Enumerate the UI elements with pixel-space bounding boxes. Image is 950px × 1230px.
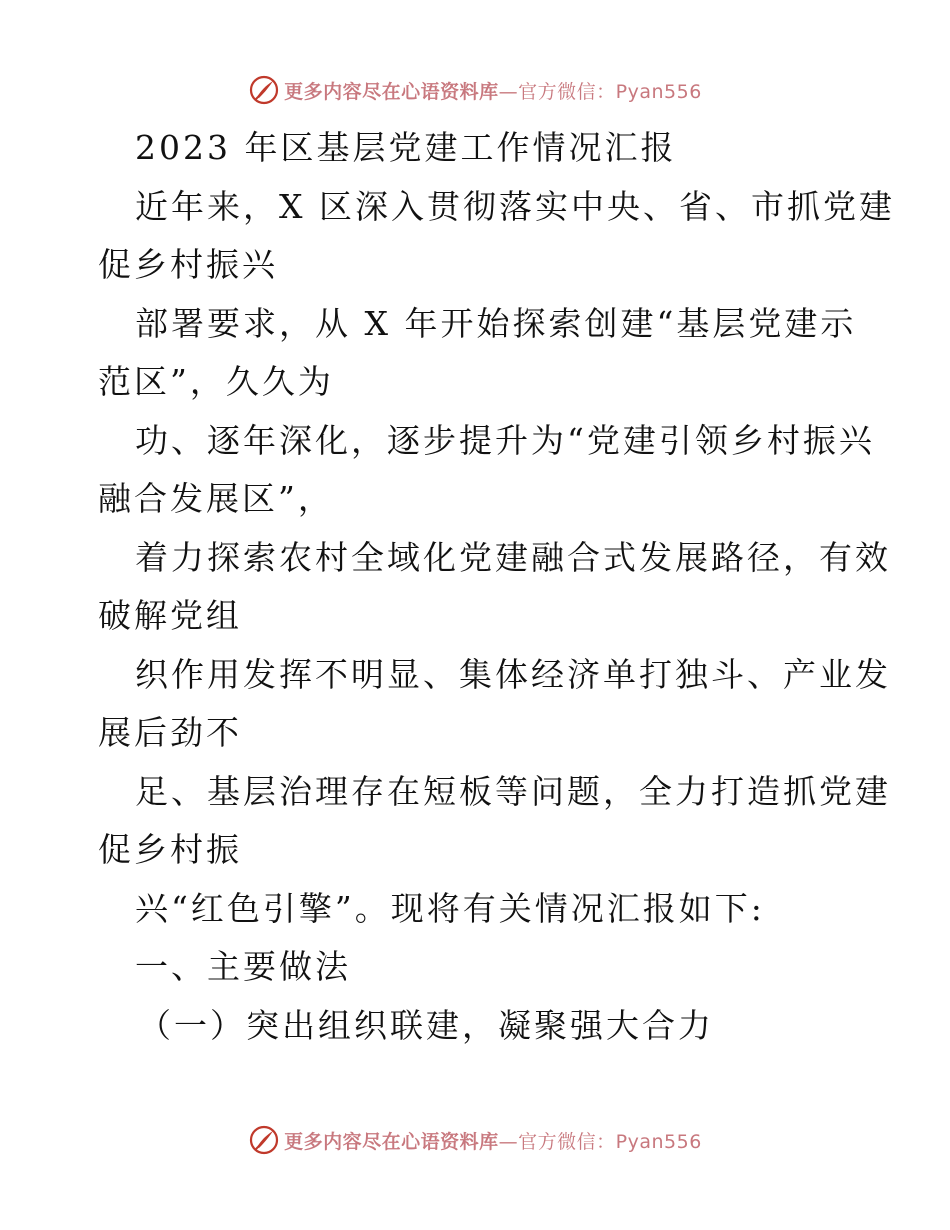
paragraph-line: 促乡村振兴 <box>98 245 278 284</box>
watermark-rest: —官方微信：Pyan556 <box>498 1130 702 1153</box>
watermark-text <box>284 77 702 104</box>
paragraph-line: 足、基层治理存在短板等问题，全力打造抓党建 <box>135 772 891 811</box>
quill-seal-icon <box>248 1124 280 1156</box>
paragraph-line: 部署要求，从 X 年开始探索创建“基层党建示 <box>135 304 857 343</box>
paragraph-line: 范区”，久久为 <box>98 362 334 401</box>
watermark-lead: 更多内容尽在心语资料库 <box>284 1130 499 1153</box>
paragraph-line: 促乡村振 <box>98 830 242 869</box>
footer-watermark <box>0 1120 950 1160</box>
paragraph-line: 着力探索农村全域化党建融合式发展路径，有效 <box>135 538 891 577</box>
paragraph-line: 展后劲不 <box>98 713 242 752</box>
header-watermark <box>0 70 950 110</box>
section-heading: 一、主要做法 <box>135 947 351 986</box>
paragraph-line: 功、逐年深化，逐步提升为“党建引领乡村振兴 <box>135 421 875 460</box>
watermark-lead: 更多内容尽在心语资料库 <box>284 80 499 103</box>
paragraph-line: 织作用发挥不明显、集体经济单打独斗、产业发 <box>135 655 891 694</box>
paragraph-line: 兴“红色引擎”。现将有关情况汇报如下: <box>135 889 765 928</box>
document-title: 2023 年区基层党建工作情况汇报 <box>135 128 677 167</box>
paragraph-line: 融合发展区”， <box>98 479 334 518</box>
paragraph-line: 近年来，X 区深入贯彻落实中央、省、市抓党建 <box>135 187 895 226</box>
watermark-rest: —官方微信：Pyan556 <box>498 80 702 103</box>
subsection-heading: （一）突出组织联建，凝聚强大合力 <box>138 1006 714 1045</box>
quill-seal-icon <box>248 74 280 106</box>
watermark-text <box>284 1127 702 1154</box>
paragraph-line: 破解党组 <box>98 596 242 635</box>
